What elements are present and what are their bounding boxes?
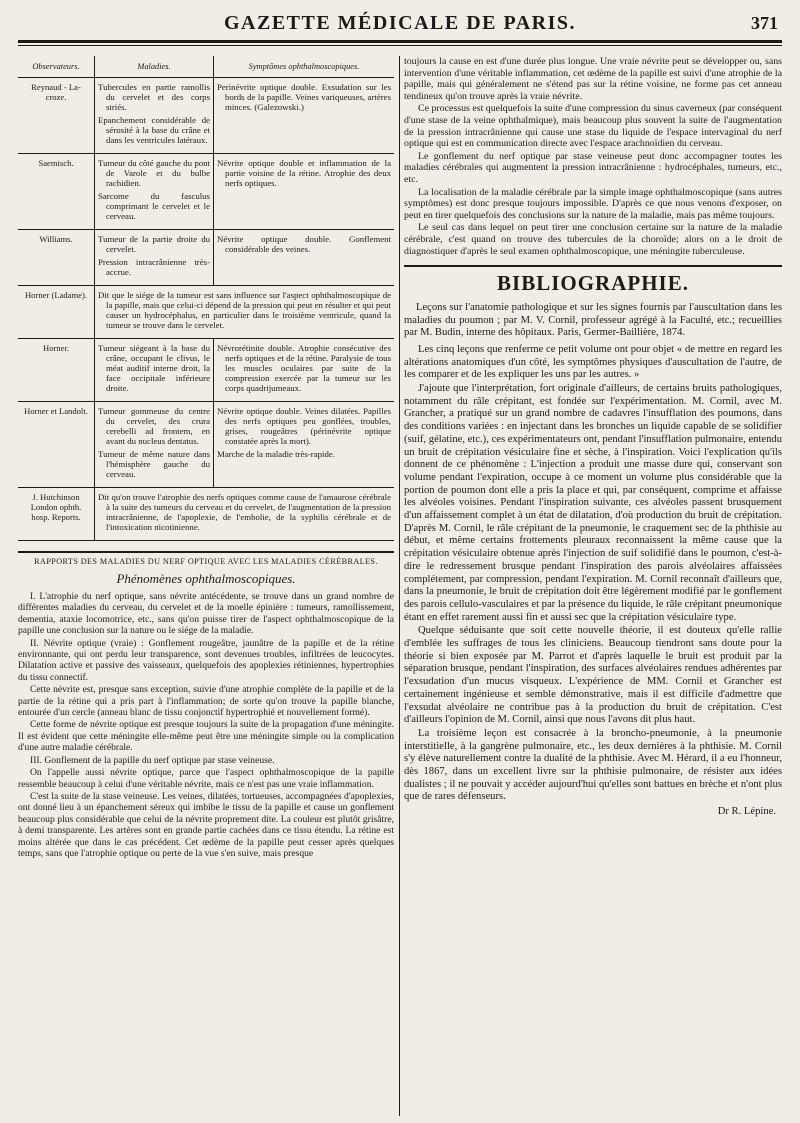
section-rule <box>404 265 782 267</box>
spanning-note-cell <box>95 286 395 339</box>
symptome-entry: Névrite optique double et inflammation de la partie voisine de la rétine. Atrophie des deux nerfs optiques. <box>217 158 391 188</box>
maladie-entry: Tumeur de la partie droite du cervelet. <box>98 234 210 254</box>
right-column <box>404 56 782 1116</box>
table-row <box>18 339 394 402</box>
maladies-cell <box>95 339 214 402</box>
paragraph: II. Névrite optique (vraie) : Gonflement rougeâtre, jaunâtre de la papille et de la rétine environnante, qui ont perdu leur transparence, sont devenues troubles, infiltrées de leucocytes. Dilatation active et passive des vaisseaux, quelquefois des apoplexies rétiniennes, hypertrophies du tissu connectif. <box>18 637 394 683</box>
paragraph: C'est la suite de la stase veineuse. Les veines, dilatées, tortueuses, accompagnées d'apoplexies, ont donné lieu à un épanchement séreux qui imbibe le tissu de la papille et cause un gonflement beaucoup plus considérable que celui de la névrite proprement dite. La couleur est plutôt grisâtre, à demi transparente. Les artères sont en grande partie cachées dans ce tissu étendu. La rétine est moins altérée que dans le cas précédent. Cet œdème de la papille peut cesser après quelques temps, sans que l'atrophie optique ou perte de la vue s'en suive, mais presque <box>18 790 394 859</box>
paragraph: Le seul cas dans lequel on peut tirer une conclusion certaine sur la nature de la maladie cérébrale, c'est quand on trouve des tubercules de la choroïde; alors on a le droit de diagnostiquer d'après le seul examen ophthalmoscopique, une méningite tuberculeuse. <box>404 222 782 257</box>
left-column <box>18 56 394 1116</box>
observer-cell: Reynaud - La-croze. <box>18 78 95 154</box>
maladie-entry: Pression intracrânienne très-accrue. <box>98 257 210 277</box>
symptomes-cell <box>214 230 395 286</box>
symptomes-cell <box>214 339 395 402</box>
section-title: RAPPORTS DES MALADIES DU NERF OPTIQUE AVEC LES MALADIES CÉRÉBRALES. <box>34 557 378 566</box>
header-rule <box>18 40 782 46</box>
maladie-entry: Epanchement considérable de sérosité à la base du crâne et dans les ventricules latéraux. <box>98 115 210 145</box>
paragraph: toujours la cause en est d'une durée plus longue. Une vraie névrite peut se développer ou, sans intervention d'une véritable inflammation, cet œdème de la papille est suivi d'une atrophie de la papille, mais qui généralement ne s'étend pas sur la rétine voisine, ne forme pas cet anneau tendineux qu'on trouve après la vraie névrite. <box>404 56 782 102</box>
column-header: Symptômes ophthalmoscopiques. <box>214 56 395 78</box>
paragraph: III. Gonflement de la papille du nerf optique par stase veineuse. <box>30 754 275 766</box>
table-row <box>18 154 394 230</box>
symptome-entry: Névrite optique double. Veines dilatées. Papilles des nerfs optiques peu gonflées, troubles, grises, rougeâtres (périnévrite optique constatée après la mort). <box>217 406 391 446</box>
bibliographie-title: BIBLIOGRAPHIE. <box>497 271 689 296</box>
paragraph: Le gonflement du nerf optique par stase veineuse peut donc accompagner toutes les maladies cérébrales qui augmentent la pression intracrânienne : hydrocéphales, tumeurs, etc., etc. <box>404 150 782 185</box>
observer-cell: Saemisch. <box>18 154 95 230</box>
paragraph: I. L'atrophie du nerf optique, sans névrite antécédente, se trouve dans un grand nombre de différentes maladies du cerveau, du cervelet et de la moelle épinière : tumeurs, ramollissement, dementia, ataxie locomotrice, etc., sans qu'on puisse tirer de l'aspect ophthalmoscopique de la papille une conclusion sur la nature ou le siége de la maladie. <box>18 591 394 637</box>
maladies-cell <box>95 230 214 286</box>
paragraph: J'ajoute que l'interprétation, fort originale d'ailleurs, de certains bruits pathologiques, notamment du râle crépitant, est fondée sur l'expérimentation. M. Cornil, avec M. Grancher, a pratiqué sur un grand nombre de cadavres l'insufflation des poumons, dans des conditions variées : en injectant dans les bronches un liquide capable de se solidifier (suif, gélatine, etc.), ces expérimentateurs ont, pendant l'insufflation pulmonaire, entendu un bruit de crépitation vésiculaire fine et sèche, à l'inspiration. Voici l'explication qu'ils donnent de ce phénomène : L'injection a produit une masse dure qui, conservant son volume pendant l'expiration, occupe à ce moment un volume plus considérable que la portion de poumon dont elle a pris la place et qui, par conséquent, comprime et affaisse les alvéoles voisines. Pendant l'inspiration suivante, ces alvéoles passent brusquement d'un affaissement complet à un état de dilatation, d'où production du bruit de crépitation. D'après M. Cornil, le râle crépitant de la pneumonie, le craquement sec de la phthisie au début, et même certains frottements pleuraux reconnaissent la même cause que la crépitation vésiculaire obtenue après l'injection de suif solidifié dans le poumon, c'est-à-dire le redressement brusque pendant l'inspiration des parois alvéolaires affaissées complétement, par compression, pendant l'expiration. M. Cornil reconnaît d'ailleurs que, dans la pneumonie, le bruit de crépitation doit être légèrement modifié par le gonflement des parois cellulo-vasculaires et par la présence du liquide, le râle crépitant pneumonique étant en effet rarement aussi fin et aussi sec que la crépitation vésiculaire type. <box>404 382 782 623</box>
maladie-entry: Tumeur gommeuse du centre du cervelet, des crura cerebelli ad frontem, en avant du nucleus dentatus. <box>98 406 210 446</box>
page-header <box>18 8 782 38</box>
symptome-entry: Perinévrite optique double. Exsudation sur les bords de la papille. Veines variqueuses, artères minces. (Galezowski.) <box>217 82 391 112</box>
paragraph: Ce processus est quelquefois la suite d'une compression du sinus caverneux (par conséquent d'une stase de la veine ophthalmique), mais beaucoup plus souvent la suite de l'augmentation de la pression intracrânienne qui cause une stase du liquide de l'espace intervaginal du nerf optique qui est en communication directe avec l'espace arachnoïdien du cerveau. <box>404 103 782 150</box>
symptomes-cell <box>214 78 395 154</box>
table-row <box>18 286 394 339</box>
columns <box>18 56 782 1116</box>
paragraph: Quelque séduisante que soit cette nouvelle théorie, il est douteux qu'elle rallie d'emblée les suffrages de tous les cliniciens. Beaucoup tiendront sans doute pour la théorie si bien exposée par M. Parrot et d'après laquelle le bruit est produit par la séparation brusque, pendant l'inspiration, des surfaces alvéolaires rendues adhérentes par l'exsudation d'un mucus visqueux. L'expérience de MM. Cornil et Grancher est certainement ingénieuse et semble démonstrative, mais il est difficile d'admettre que l'exsudat alvéolaire ne contribue pas à la production du bruit de crépitation. C'est d'ailleurs l'opinion de M. Cornil, ainsi que nous l'avons dit plus haut. <box>404 625 782 726</box>
maladie-entry: Tubercules en partie ramollis du cervelet et des corps striés. <box>98 82 210 112</box>
symptomes-cell <box>214 402 395 488</box>
table-row <box>18 402 394 488</box>
spanning-note: Dit que le siége de la tumeur est sans influence sur l'aspect ophthalmoscopique de la papille, mais que celui-ci dépend de la pression qui peut en résulter et qui peut causer un hydrocéphalus, en particulier dans le troisième ventricule, quand la tumeur se trouve dans le cervelet. <box>98 290 391 330</box>
newspaper-page <box>18 8 782 1116</box>
rapports-section <box>18 551 394 859</box>
paragraph: Cette forme de névrite optique est presque toujours la suite de la propagation d'une méningite. Il est évident que cette méningite elle-même peut être une méningite simple ou la complication d'une autre maladie cérébrale. <box>18 719 394 754</box>
section-subtitle: Phénomènes ophthalmoscopiques. <box>116 571 296 586</box>
maladies-cell <box>95 78 214 154</box>
table-row <box>18 488 394 541</box>
maladie-entry: Tumeur siégeant à la base du crâne, occupant le clivus, le méat auditif interne droit, la face occipitale inférieure droite. <box>98 343 210 393</box>
observations-table <box>18 56 394 541</box>
rapports-body <box>18 591 394 859</box>
table-header-row <box>18 56 394 78</box>
observer-cell: J. Hutchinson London ophth. hosp. Reports. <box>18 488 95 541</box>
maladies-cell <box>95 154 214 230</box>
bibliographie-body <box>404 344 782 804</box>
table-row <box>18 230 394 286</box>
column-divider <box>399 56 400 1116</box>
observer-cell: Horner (Ladame). <box>18 286 95 339</box>
journal-title: GAZETTE MÉDICALE DE PARIS. <box>223 12 577 34</box>
symptome-entry: Névrite optique double. Gonflement considérable des veines. <box>217 234 391 254</box>
observer-cell: Horner et Landolt. <box>18 402 95 488</box>
symptome-entry: Névrorétinite double. Atrophie consécutive des nerfs optiques et de la rétine. Paralysie de tous les muscles oculaires par suite de la compression exercée par la tumeur sur les corps quadrijumeaux. <box>217 343 391 393</box>
paragraph: La troisième leçon est consacrée à la broncho-pneumonie, à la pneumonie interstitielle, à la gangrène pulmonaire, etc., les deux dernières à la phthisie. M. Cornil s'y élève naturellement contre la dualité de la phthisie. Avec M. Hérard, il a eu l'honneur, dès 1867, dans un excellent livre sur la phthisie pulmonaire, de résister aux idées dualistes ; il ne pouvait y accéder aujourd'hui qu'elles sont battues en brèche et n'ont plus que de rares défenseurs. <box>404 727 782 803</box>
column-header: Observateurs. <box>18 56 95 78</box>
symptomes-cell <box>214 154 395 230</box>
paragraph: La localisation de la maladie cérébrale par la simple image ophthalmoscopique (sans autres symptômes) est donc presque toujours impossible. D'après ce que nous venons d'exposer, on peut en tirer quelquefois des conclusions sur la nature de la maladie, mais pas même toujours. <box>404 186 782 221</box>
page-number: 371 <box>751 13 778 33</box>
table-row <box>18 78 394 154</box>
column-header: Maladies. <box>95 56 214 78</box>
spanning-note-cell <box>95 488 395 541</box>
author-signature: Dr R. Lépine. <box>717 806 776 818</box>
paragraph: On l'appelle aussi névrite optique, parce que l'aspect ophthalmoscopique de la papille ressemble beaucoup à celui d'une véritable névrite, mais ce n'est pas une vraie inflammation. <box>18 767 394 790</box>
observer-cell: Horner. <box>18 339 95 402</box>
observer-cell: Williams. <box>18 230 95 286</box>
paragraph: Cette névrite est, presque sans exception, suivie d'une atrophie complète de la papille et de la partie de la rétine qui a pris part à l'inflammation; de sorte qu'on trouve la papille blanche, entourée d'un cercle (anneau blanc de tissu conjonctif hypertrophié et nouvellement formé). <box>18 684 394 719</box>
book-reference: Leçons sur l'anatomie pathologique et sur les signes fournis par l'auscultation dans les maladies du poumon ; par M. V. Cornil, professeur agrégé à la Faculté, etc.; recueillies par M. Budin, interne des hôpitaux. Paris, Germer-Baillière, 1874. <box>404 302 782 339</box>
spanning-note: Dit qu'on trouve l'atrophie des nerfs optiques comme cause de l'amaurose cérébrale à la suite des tumeurs du cerveau et du cervelet, de l'augmentation de la pression intracrânienne, de l'apoplexie, de l'embolie, de la syphilis cérébrale et de l'intoxication nicotinienne. <box>98 492 391 532</box>
maladie-entry: Tumeur du côté gauche du pont de Varole et du bulbe rachidien. <box>98 158 210 188</box>
paragraph: Les cinq leçons que renferme ce petit volume ont pour objet « de mettre en regard les altérations anatomiques d'un côté, les symptômes physiques d'auscultation de l'autre, de les comparer et de les expliquer les uns par les autres. » <box>404 343 782 381</box>
continued-text <box>404 56 782 257</box>
symptome-entry: Marche de la maladie très-rapide. <box>217 449 335 459</box>
maladie-entry: Sarcome du fasculus comprimant le cervelet et le cerveau. <box>98 191 210 221</box>
maladies-cell <box>95 402 214 488</box>
maladie-entry: Tumeur de même nature dans l'hémisphère gauche du cerveau. <box>98 449 210 479</box>
